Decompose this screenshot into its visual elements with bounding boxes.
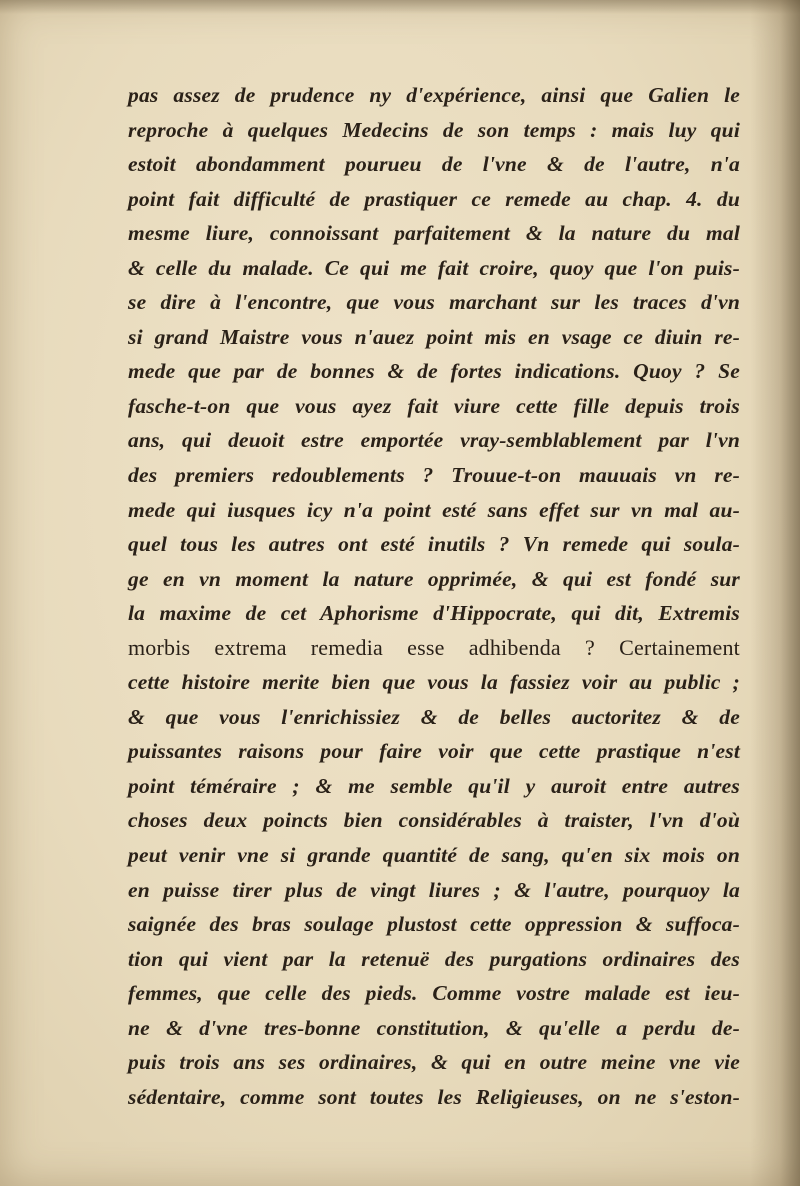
- text-line: & celle du malade. Ce qui me fait croire, quoy que l'on puis-: [128, 255, 740, 280]
- text-line: des premiers redoublements ? Trouue-t-on mauuais vn re-: [128, 463, 740, 488]
- text-line: cette histoire merite bien que vous la fassiez voir au public ;: [128, 670, 740, 695]
- text-line: puissantes raisons pour faire voir que cette prastique n'est: [128, 739, 740, 764]
- text-line: choses deux poincts bien considérables à traister, l'vn d'où: [128, 808, 740, 833]
- text-line: si grand Maistre vous n'auez point mis en vsage ce diuin re-: [128, 324, 740, 349]
- text-line: la maxime de cet Aphorisme d'Hippocrate, qui dit, Extremis: [128, 601, 740, 626]
- text-line: en puisse tirer plus de vingt liures ; & l'autre, pourquoy la: [128, 877, 740, 902]
- text-line: point fait difficulté de prastiquer ce remede au chap. 4. du: [128, 186, 740, 211]
- text-line: point téméraire ; & me semble qu'il y auroit entre autres: [128, 773, 740, 798]
- text-line: femmes, que celle des pieds. Comme vostre malade est ieu-: [128, 981, 740, 1006]
- text-line: & que vous l'enrichissiez & de belles auctoritez & de: [128, 704, 740, 729]
- text-line: mede qui iusques icy n'a point esté sans effet sur vn mal au-: [128, 497, 740, 522]
- text-line: mede que par de bonnes & de fortes indications. Quoy ? Se: [128, 359, 740, 384]
- text-line-latin-quote: morbis extrema remedia esse adhibenda ? Certainement: [128, 634, 740, 660]
- text-block: [128, 78, 740, 1114]
- page-gutter-shadow: [750, 0, 800, 1186]
- text-line: ne & d'vne tres-bonne constitution, & qu'elle a perdu de-: [128, 1015, 740, 1040]
- text-line: se dire à l'encontre, que vous marchant sur les traces d'vn: [128, 290, 740, 315]
- text-line: tion qui vient par la retenuë des purgations ordinaires des: [128, 946, 740, 971]
- page-top-shadow: [0, 0, 800, 14]
- text-line: pas assez de prudence ny d'expérience, ainsi que Galien le: [128, 83, 740, 107]
- text-line: saignée des bras soulage plustost cette oppression & suffoca-: [128, 912, 740, 937]
- text-line: quel tous les autres ont esté inutils ? Vn remede qui soula-: [128, 532, 740, 557]
- text-line: ans, qui deuoit estre emportée vray-semblablement par l'vn: [128, 428, 740, 453]
- text-line: reproche à quelques Medecins de son temps : mais luy qui: [128, 117, 740, 142]
- text-line: ge en vn moment la nature opprimée, & qui est fondé sur: [128, 566, 740, 591]
- text-line: mesme liure, connoissant parfaitement & la nature du mal: [128, 221, 740, 246]
- text-line: sédentaire, comme sont toutes les Religieuses, on ne s'eston-: [128, 1084, 740, 1109]
- text-line: fasche-t-on que vous ayez fait viure cette fille depuis trois: [128, 393, 740, 418]
- text-line: peut venir vne si grande quantité de sang, qu'en six mois on: [128, 843, 740, 868]
- text-line: puis trois ans ses ordinaires, & qui en outre meine vne vie: [128, 1050, 740, 1075]
- text-line: estoit abondamment pourueu de l'vne & de l'autre, n'a: [128, 152, 740, 177]
